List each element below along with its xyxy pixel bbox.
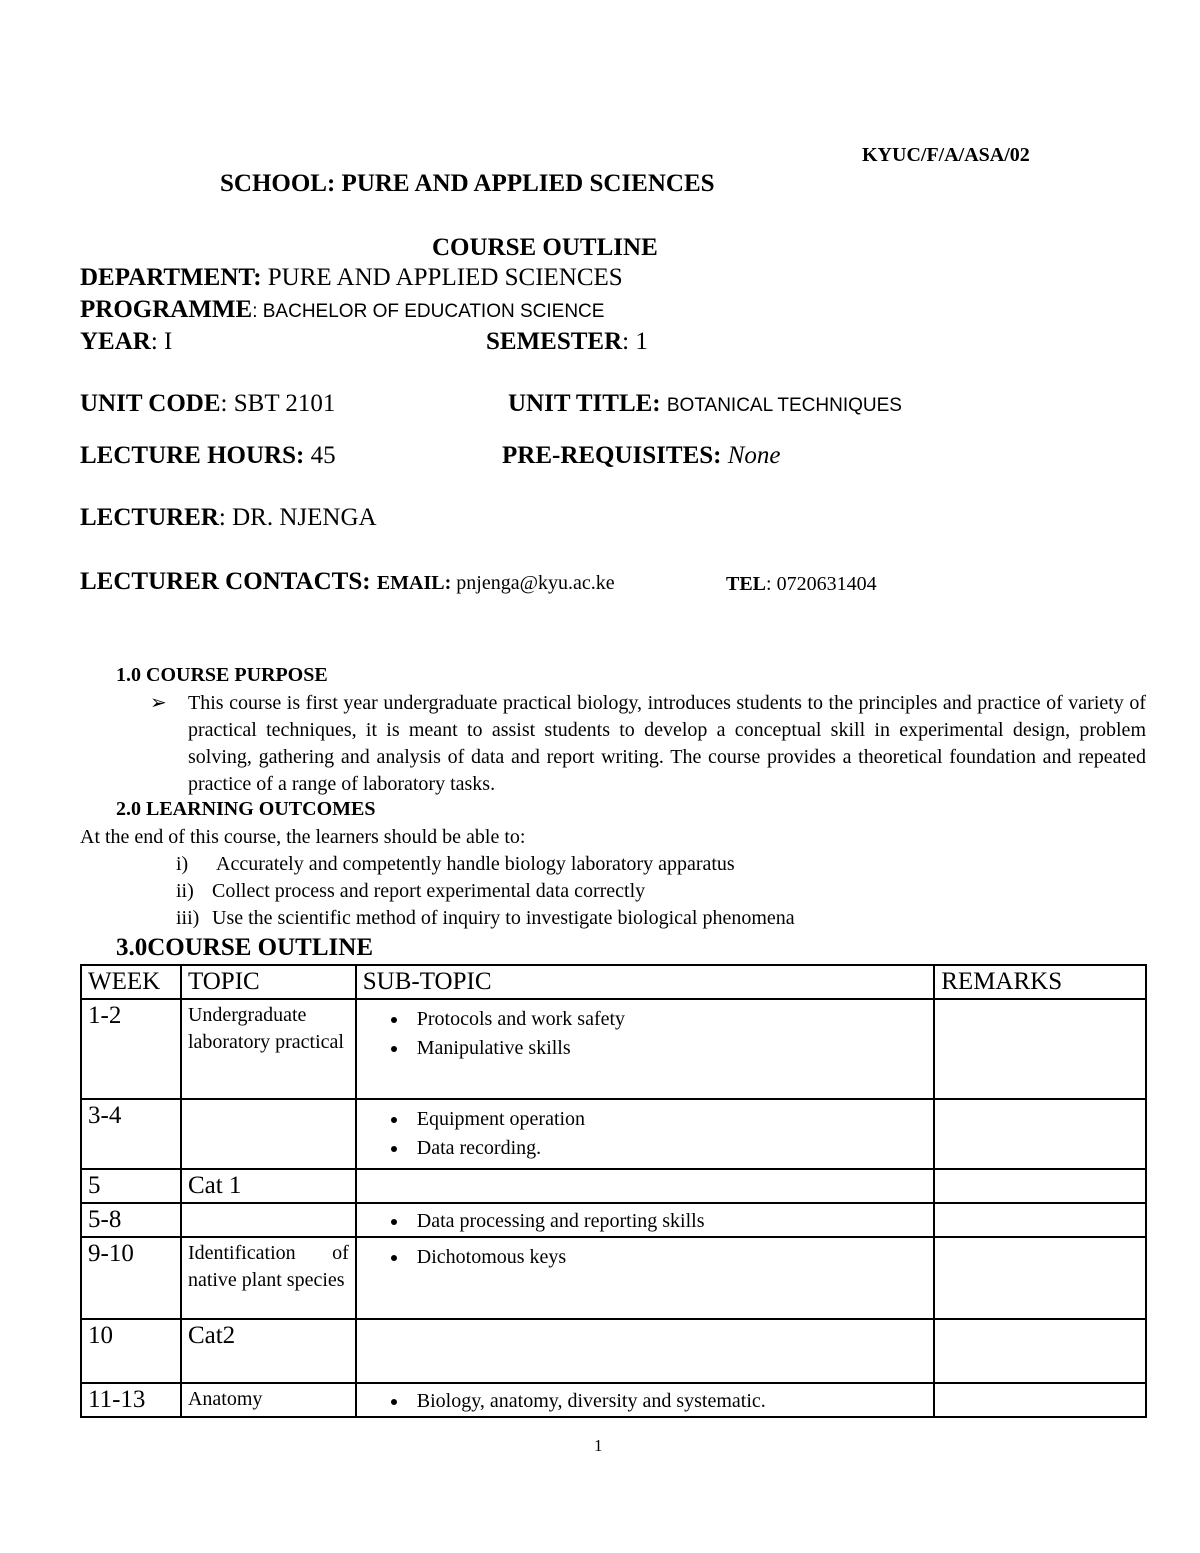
year-value: : I bbox=[150, 328, 173, 355]
email-label: EMAIL: bbox=[376, 572, 452, 594]
outcome-text: Collect process and report experimental data correctly bbox=[212, 880, 646, 902]
subtopic-item: • Equipment operation bbox=[409, 1108, 927, 1131]
lecture-hours-value: 45 bbox=[304, 442, 336, 469]
course-purpose-heading: 1.0 COURSE PURPOSE bbox=[116, 664, 328, 686]
topic-cell bbox=[181, 1099, 356, 1169]
page-number: 1 bbox=[594, 1436, 603, 1455]
subtopic-item: • Biology, anatomy, diversity and systematic. bbox=[409, 1390, 927, 1413]
unit-title-line bbox=[508, 390, 902, 418]
week-cell: 1-2 bbox=[81, 999, 181, 1099]
unit-title-label: UNIT TITLE: bbox=[508, 390, 661, 417]
outcome-item bbox=[176, 853, 735, 876]
lecturer-value: : DR. NJENGA bbox=[218, 504, 377, 531]
unit-code-value: : SBT 2101 bbox=[220, 390, 336, 417]
subtopic-cell bbox=[356, 1203, 934, 1237]
remarks-cell bbox=[934, 1203, 1146, 1237]
subtopic-item: • Data processing and reporting skills bbox=[409, 1210, 927, 1233]
week-cell: 9-10 bbox=[81, 1237, 181, 1319]
outcome-number: ii) bbox=[176, 880, 194, 902]
department-line bbox=[80, 264, 623, 292]
table-row bbox=[81, 1237, 1146, 1319]
week-cell: 3-4 bbox=[81, 1099, 181, 1169]
outcome-text: Use the scientific method of inquiry to investigate biological phenomena bbox=[212, 907, 795, 929]
topic-cell: Identification of native plant species bbox=[181, 1237, 356, 1319]
subtopic-cell bbox=[356, 1383, 934, 1417]
outcome-item bbox=[176, 880, 645, 903]
subtopic-cell bbox=[356, 1099, 934, 1169]
topic-cell bbox=[181, 1203, 356, 1237]
subtopic-item: • Data recording. bbox=[409, 1137, 927, 1160]
table-row bbox=[81, 1319, 1146, 1383]
tel-value: : 0720631404 bbox=[766, 573, 877, 595]
remarks-cell bbox=[934, 1319, 1146, 1383]
subtopic-cell bbox=[356, 1237, 934, 1319]
topic-cell: Anatomy bbox=[181, 1383, 356, 1417]
table-row bbox=[81, 1383, 1146, 1417]
table-row bbox=[81, 1203, 1146, 1237]
prerequisites-line bbox=[502, 442, 781, 470]
topic-cell: Undergraduate laboratory practical bbox=[181, 999, 356, 1099]
lecture-hours-line bbox=[80, 442, 336, 470]
course-purpose-text: This course is first year undergraduate practical biology, introduces students to the principles and practice of variety of practical techniques, it is meant to assist students to develop a conceptual skill in experimental design, problem solving, gathering and analysis of data and report writing. The course provides a theoretical foundation and repeated practice of a range of laboratory tasks. bbox=[188, 692, 1146, 795]
week-cell: 11-13 bbox=[81, 1383, 181, 1417]
outcome-text: Accurately and competently handle biology laboratory apparatus bbox=[216, 853, 735, 875]
semester-line bbox=[486, 328, 648, 356]
table-row bbox=[81, 1169, 1146, 1203]
table-header-row bbox=[81, 965, 1146, 999]
table-row bbox=[81, 999, 1146, 1099]
topic-cell: Cat2 bbox=[181, 1319, 356, 1383]
semester-value: : 1 bbox=[622, 328, 648, 355]
tel-label: TEL bbox=[726, 573, 767, 595]
lecturer-label: LECTURER bbox=[80, 504, 219, 531]
lecturer-line bbox=[80, 504, 377, 532]
learning-outcomes-intro: At the end of this course, the learners should be able to: bbox=[80, 826, 526, 848]
department-value: PURE AND APPLIED SCIENCES bbox=[261, 264, 623, 291]
unit-code-label: UNIT CODE bbox=[80, 390, 221, 417]
week-cell: 5-8 bbox=[81, 1203, 181, 1237]
department-label: DEPARTMENT: bbox=[80, 264, 262, 291]
subtopic-cell bbox=[356, 999, 934, 1099]
prerequisites-value: None bbox=[727, 442, 781, 469]
subtopic-item: • Manipulative skills bbox=[409, 1037, 927, 1060]
unit-title-value: BOTANICAL TECHNIQUES bbox=[666, 395, 902, 416]
programme-label: PROGRAMME bbox=[80, 296, 253, 323]
semester-label: SEMESTER bbox=[486, 328, 623, 355]
outcome-number: iii) bbox=[176, 907, 200, 929]
course-outline-heading: 3.0COURSE OUTLINE bbox=[116, 934, 373, 961]
subtopic-item: • Protocols and work safety bbox=[409, 1008, 927, 1031]
unit-code-line bbox=[80, 390, 335, 418]
year-line bbox=[80, 328, 172, 356]
remarks-cell bbox=[934, 1169, 1146, 1203]
email-value: pnjenga@kyu.ac.ke bbox=[451, 572, 615, 594]
outcome-item bbox=[176, 907, 795, 930]
school-heading: SCHOOL: PURE AND APPLIED SCIENCES bbox=[220, 170, 715, 197]
lecturer-contacts-line bbox=[80, 568, 615, 596]
week-cell: 5 bbox=[81, 1169, 181, 1203]
learning-outcomes-heading: 2.0 LEARNING OUTCOMES bbox=[116, 798, 376, 820]
column-header-subtopic: SUB-TOPIC bbox=[356, 965, 934, 999]
year-label: YEAR bbox=[80, 328, 151, 355]
subtopic-cell bbox=[356, 1169, 934, 1203]
column-header-topic: TOPIC bbox=[181, 965, 356, 999]
remarks-cell bbox=[934, 1383, 1146, 1417]
lecture-hours-label: LECTURE HOURS: bbox=[80, 442, 305, 469]
programme-line bbox=[80, 296, 604, 324]
column-header-week: WEEK bbox=[81, 965, 181, 999]
contacts-label: LECTURER CONTACTS: bbox=[80, 568, 371, 595]
page-title: COURSE OUTLINE bbox=[432, 234, 658, 261]
subtopic-item: • Dichotomous keys bbox=[409, 1246, 927, 1269]
subtopic-cell bbox=[356, 1319, 934, 1383]
outcome-number: i) bbox=[176, 853, 189, 875]
document-reference: KYUC/F/A/ASA/02 bbox=[862, 144, 1030, 166]
remarks-cell bbox=[934, 1099, 1146, 1169]
course-outline-table bbox=[80, 964, 1147, 1418]
programme-value: : BACHELOR OF EDUCATION SCIENCE bbox=[252, 301, 605, 322]
table-row bbox=[81, 1099, 1146, 1169]
telephone-line bbox=[726, 573, 877, 596]
arrow-bullet-icon: ➢ bbox=[150, 692, 167, 714]
remarks-cell bbox=[934, 999, 1146, 1099]
remarks-cell bbox=[934, 1237, 1146, 1319]
column-header-remarks: REMARKS bbox=[934, 965, 1146, 999]
prerequisites-label: PRE-REQUISITES: bbox=[502, 442, 722, 469]
week-cell: 10 bbox=[81, 1319, 181, 1383]
topic-cell: Cat 1 bbox=[181, 1169, 356, 1203]
